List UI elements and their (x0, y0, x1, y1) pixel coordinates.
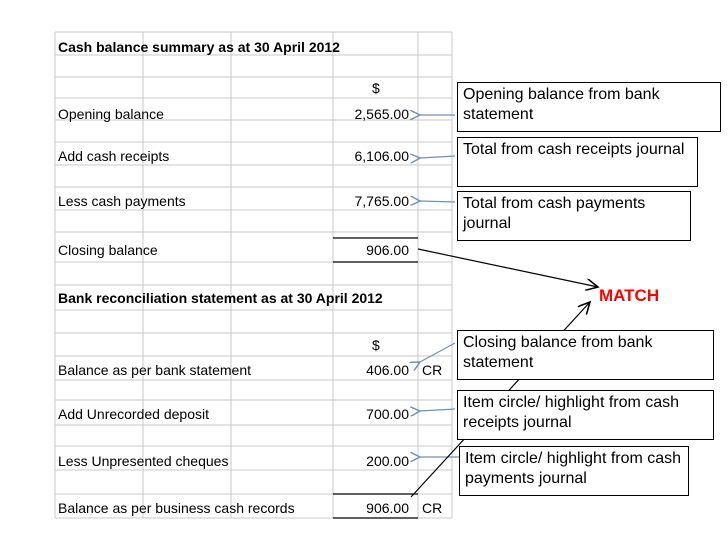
match-label: MATCH (599, 286, 660, 305)
summary-row-value: 906.00 (366, 242, 409, 258)
arrow-deposit (420, 409, 455, 411)
recon-row-label: Balance as per bank statement (58, 362, 252, 378)
summary-row-label: Closing balance (58, 242, 158, 258)
arrow-receipts (420, 156, 455, 158)
callout-opening-balance: Opening balance from bank statement (457, 82, 721, 132)
recon-row-value: 406.00 (366, 362, 409, 378)
callout-deposit-item: Item circle/ highlight from cash receipts journal (457, 390, 714, 440)
match-arrow-top (418, 249, 598, 287)
reconciliation-title: Bank reconciliation statement as at 30 April 2012 (58, 290, 383, 306)
arrow-payments (420, 201, 455, 202)
recon-row-label: Add Unrecorded deposit (58, 406, 209, 422)
recon-row-label: Less Unpresented cheques (58, 453, 229, 469)
recon-row-label: Balance as per business cash records (58, 500, 295, 516)
callout-closing-balance: Closing balance from bank statement (457, 330, 714, 380)
summary-row-value: 6,106.00 (354, 148, 409, 164)
summary-row-value: 7,765.00 (354, 193, 409, 209)
arrow-closing (420, 343, 455, 362)
callout-cash-payments: Total from cash payments journal (457, 191, 691, 241)
summary-row-label: Opening balance (58, 106, 164, 122)
callout-cash-receipts: Total from cash receipts journal (457, 137, 698, 187)
summary-currency: $ (372, 80, 380, 96)
reconciliation-currency: $ (372, 337, 380, 353)
recon-row-suffix: CR (422, 500, 443, 516)
callout-cheque-item: Item circle/ highlight from cash payments journal (459, 446, 689, 496)
summary-row-label: Add cash receipts (58, 148, 170, 164)
summary-title: Cash balance summary as at 30 April 2012 (58, 39, 340, 55)
summary-row-label: Less cash payments (58, 193, 186, 209)
recon-row-value: 200.00 (366, 453, 409, 469)
recon-row-value: 906.00 (366, 500, 409, 516)
recon-row-suffix: CR (422, 362, 443, 378)
summary-row-value: 2,565.00 (354, 106, 409, 122)
recon-row-value: 700.00 (366, 406, 409, 422)
